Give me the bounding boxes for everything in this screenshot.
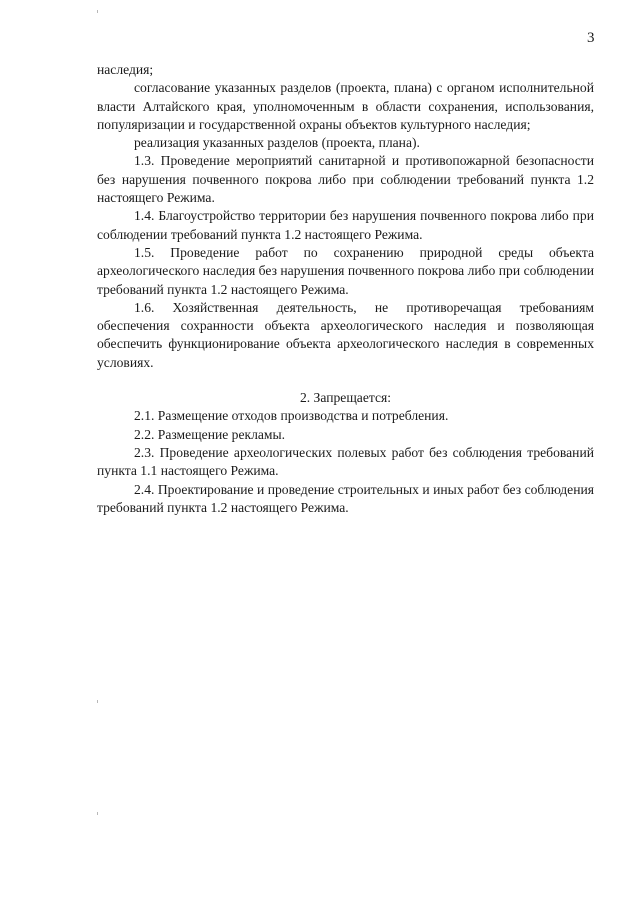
paragraph-implementation: реализация указанных разделов (проекта, плана).: [134, 135, 420, 151]
paragraph-item-2-1: 2.1. Размещение отходов производства и потребления.: [134, 408, 449, 424]
paragraph-item-2-2: 2.2. Размещение рекламы.: [134, 426, 286, 442]
paragraph-approval: согласование указанных разделов (проекта, плана) с органом исполнительной власти Алтайского края, уполномоченным в области сохранения, использования, популяризации и государственной охраны объектов культурного наследия;: [97, 80, 594, 132]
page-number: 3: [587, 30, 595, 46]
paragraph-item-1-4: 1.4. Благоустройство территории без нарушения почвенного покрова либо при соблюдении требований пункта 1.2 настоящего Режима.: [97, 208, 594, 242]
paragraph-item-1-3: 1.3. Проведение мероприятий санитарной и противопожарной безопасности без нарушения почвенного покрова либо при соблюдении требований пункта 1.2 настоящего Режима.: [97, 153, 594, 206]
paragraph-item-1-6: 1.6. Хозяйственная деятельность, не противоречащая требованиям обеспечения сохранности объекта археологического наследия и позволяющая обеспечить функционирование объекта археологического наследия в современных условиях.: [97, 299, 594, 370]
paragraph-item-2-3: 2.3. Проведение археологических полевых работ без соблюдения требований пункта 1.1 настоящего Режима.: [97, 444, 594, 479]
scan-mark-top: [97, 10, 98, 13]
scan-mark-middle: [97, 700, 98, 703]
scan-mark-bottom: [97, 812, 98, 815]
document-body: [97, 61, 594, 517]
section-2-heading: 2. Запрещается:: [299, 390, 392, 406]
paragraph-item-2-4: 2.4. Проектирование и проведение строительных и иных работ без соблюдения требований пункта 1.2 настоящего Режима.: [97, 481, 594, 515]
paragraph-item-1-5: 1.5. Проведение работ по сохранению природной среды объекта археологического наследия без нарушения почвенного покрова либо при соблюдении требований пункта 1.2 настоящего Режима.: [97, 244, 594, 297]
paragraph-continuation: наследия;: [97, 62, 154, 77]
